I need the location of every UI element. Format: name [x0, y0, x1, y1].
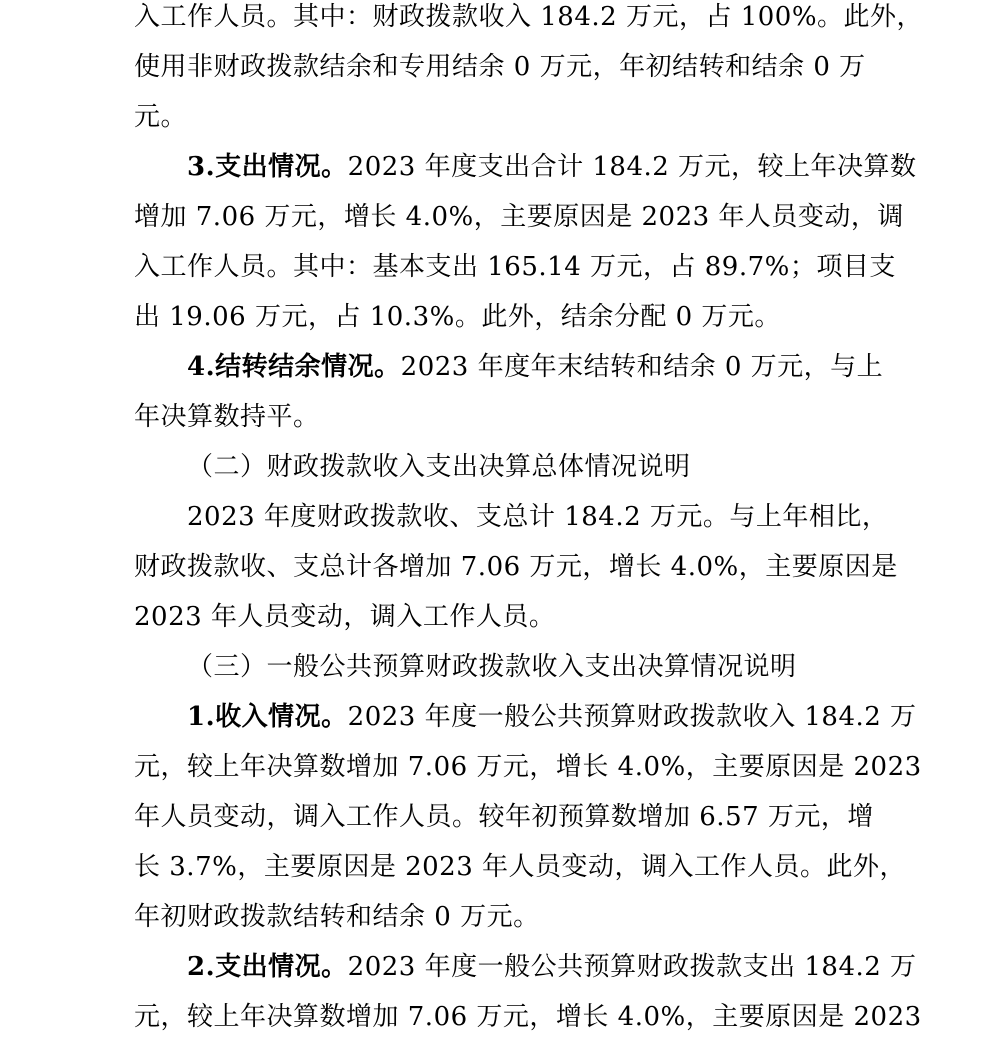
text-line: 元。 — [134, 102, 188, 132]
text-line: 年人员变动，调入工作人员。较年初预算数增加 6.57 万元，增 — [134, 802, 874, 832]
text-line: 2023 年人员变动，调入工作人员。 — [134, 602, 556, 632]
paragraph-heading-line: 3.支出情况。2023 年度支出合计 184.2 万元，较上年决算数 — [187, 152, 917, 182]
bold-run-title: 2.支出情况。 — [187, 952, 348, 982]
section-heading: （三）一般公共预算财政拨款收入支出决算情况说明 — [187, 652, 797, 682]
text-line: 年决算数持平。 — [134, 402, 320, 432]
bold-run-title: 1.收入情况。 — [187, 702, 348, 732]
text-line: 使用非财政拨款结余和专用结余 0 万元，年初结转和结余 0 万 — [134, 52, 866, 82]
text-line: 2023 年度财政拨款收、支总计 184.2 万元。与上年相比， — [187, 502, 889, 532]
text-line: 元，较上年决算数增加 7.06 万元，增长 4.0%，主要原因是 2023 — [134, 1002, 922, 1032]
paragraph-heading-line: 1.收入情况。2023 年度一般公共预算财政拨款收入 184.2 万 — [187, 702, 917, 732]
bold-run-title: 3.支出情况。 — [187, 152, 348, 182]
text-line: 元，较上年决算数增加 7.06 万元，增长 4.0%，主要原因是 2023 — [134, 752, 922, 782]
text-line: 长 3.7%，主要原因是 2023 年人员变动，调入工作人员。此外， — [134, 852, 907, 882]
text-line: 年初财政拨款结转和结余 0 万元。 — [134, 902, 540, 932]
text-line: 入工作人员。其中：基本支出 165.14 万元，占 89.7%；项目支 — [134, 252, 896, 282]
bold-run-title: 4.结转结余情况。 — [187, 352, 401, 382]
paragraph-heading-line: 2.支出情况。2023 年度一般公共预算财政拨款支出 184.2 万 — [187, 952, 917, 982]
text-line: 财政拨款收、支总计各增加 7.06 万元，增长 4.0%，主要原因是 — [134, 552, 898, 582]
paragraph-heading-line: 4.结转结余情况。2023 年度年末结转和结余 0 万元，与上 — [187, 352, 884, 382]
section-heading: （二）财政拨款收入支出决算总体情况说明 — [187, 452, 691, 482]
text-line: 出 19.06 万元，占 10.3%。此外，结余分配 0 万元。 — [134, 302, 781, 332]
text-line: 入工作人员。其中：财政拨款收入 184.2 万元，占 100%。此外， — [134, 2, 924, 32]
text-line: 增加 7.06 万元，增长 4.0%，主要原因是 2023 年人员变动，调 — [134, 202, 904, 232]
